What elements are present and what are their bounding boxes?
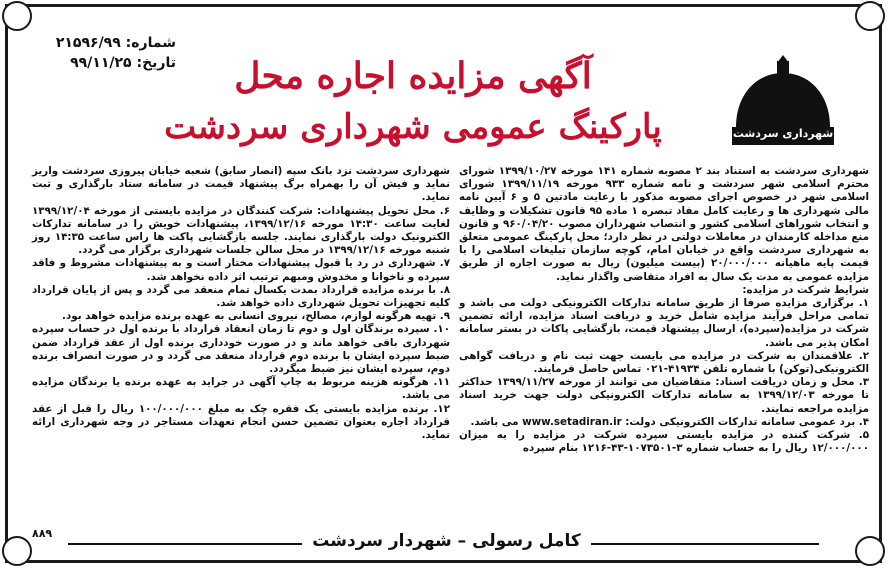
condition-item: ۷. شهرداری در رد یا قبول پیشنهادات مختار است و به پیشنهادات مشروط و فاقد سپرده و ناخوانا و مخدوش ومبهم ترتیب اثر داده نخواهد شد.: [32, 257, 450, 283]
notice-frame: [5, 4, 882, 563]
notice-number: شماره: ۲۱۵۹۶/۹۹: [55, 35, 176, 51]
condition-item: ۲. علاقمندان به شرکت در مزایده می بایست جهت ثبت نام و دریافت گواهی الکترونیکی(توکن) با شماره تلفن ۴۱۹۳۴-۰۲۱ تماس حاصل فرمایند.: [459, 349, 869, 376]
condition-item: ۴. برد عمومی سامانه تدارکات الکترونیکی دولت: www.setadiran.ir می باشد.: [470, 415, 869, 428]
condition-item: ۱. برگزاری مزایده صرفا از طریق سامانه تدارکات الکترونیکی دولت می باشد و تمامی مراحل فرآیند مزایده شامل خرید و دریافت اسناد مزایده، ارائه تضمین شرکت در مزایده(سپرده)، ارسال پیشنهاد قیمت، بازگشایی پاکات در بستر سامانه امکان پذیر می باشد.: [459, 297, 869, 349]
condition-item: ۵. شرکت کننده در مزایده بایستی سپرده شرکت در مزایده را به میزان ۱۲/۰۰۰/۰۰۰ ریال را به حساب شماره ۳-۱۰۷۳۵۰۱-۴۳-۱۲۱۶ بنام سپرده: [459, 429, 869, 455]
condition-item: ۱۰. سپرده برندگان اول و دوم تا زمان انعقاد قرارداد با برنده اول در حساب سپرده شهرداری باقی خواهد ماند و در صورت خودداری برنده اول از عقد قرارداد ضمن ضبط سپرده ایشان با برنده دوم قرارداد منعقد می گردد و در صورت انصراف برنده دوم، سپرده ایشان نیز ضبط میگردد.: [32, 323, 450, 376]
notice-title-line-1: آگهی مزایده اجاره محل: [234, 55, 592, 97]
logo-caption: شهرداری سردشت: [732, 127, 834, 140]
notice-paragraph: شهرداری سردشت به استناد بند ۲ مصوبه شماره ۱۴۱ مورخه ۱۳۹۹/۱۰/۲۷ شورای محترم اسلامی شهر سردشت و نامه شماره ۹۳۳ مورخه ۱۳۹۹/۱۱/۱۹ شورای اسلامی شهر در خصوص اجرای مصوبه مذکور با رعایت مادتین ۵ و ۶ آیین نامه مالی شهرداری ها و رعایت کامل مفاد تبصره ۱ ماده ۹۵ قانون تشکیلات و وظایف و انتخاب شوراهای اسلامی کشور و انتصاب شهرداران مصوب ۹۶۰/۰۴/۲۰ و قانون منع مداخله کارمندان در معاملات دولتی در نظر دارد؛ محل پارکینگ عمومی متعلق به شهرداری سردشت واقع در خیابان امام، کوچه سازمان تبلیغات اسلامی را با قیمت پایه ماهیانه ۲۰/۰۰۰/۰۰۰ (بیست میلیون) ریال به صورت اجاره از طریق مزایده عمومی به مدت یک سال به افراد متقاضی واگذار نماید.: [459, 165, 870, 283]
condition-item: ۸. با برنده مزایده قرارداد بمدت یکسال تمام منعقد می گردد و پس از پایان قرارداد کلیه تجهیزات تحویل شهرداری داده خواهد شد.: [32, 283, 450, 310]
conditions-heading: شرایط شرکت در مزایده:: [742, 283, 869, 296]
condition-item: ۳. محل و زمان دریافت اسناد: متقاضیان می توانند از مورخه ۱۳۹۹/۱۱/۲۷ حداکثر تا مورخه ۱۳۹۹/۱۲/۰۳ به سامانه تدارکات الکترونیکی دولت جهت خرید اسناد مزایده مراجعه نمایند.: [459, 376, 869, 415]
notice-right-column: [459, 165, 869, 455]
signature-text: کامل رسولی – شهردار سردشت: [302, 531, 590, 551]
notice-date: تاریخ: ۹۹/۱۱/۲۵: [70, 55, 176, 71]
page-number: ۸۸۹: [32, 527, 53, 540]
condition-item: ۶. محل تحویل پیشنهادات: شرکت کنندگان در مزایده بایستی از مورخه ۱۳۹۹/۱۲/۰۴ لغایت ساعت ۱۴:۳۰ مورخه ۱۳۹۹/۱۲/۱۶، پیشنهادات خویش را در سامانه تدارکات الکترونیک دولت بارگذاری نمایند. جلسه بازگشایی پاکت ها راس ساعت ۱۴:۳۵ روز شنبه مورخه ۱۳۹۹/۱۲/۱۶ در محل سالن جلسات شهرداری برگزار می گردد.: [32, 204, 450, 257]
condition-item: ۹. تهیه هرگونه لوازم، مصالح، نیروی انسانی به عهده برنده مزایده خواهد بود.: [62, 310, 450, 323]
notice-signature: [8, 531, 885, 551]
condition-item: شهرداری سردشت نزد بانک سپه (انصار سابق) شعبه خیابان پیروزی سردشت واریز نماید و فیش آن را بهمراه برگ پیشنهاد قیمت در سامانه ستاد بارگذاری و ثبت نماید.: [32, 165, 450, 204]
frame-corner-ornament: [855, 1, 885, 31]
notice-left-column: [32, 165, 450, 442]
condition-item: ۱۲. برنده مزایده بایستی یک فقره چک به مبلغ ۱۰۰/۰۰۰/۰۰۰ ریال را قبل از عقد قرارداد اجاره بعنوان تضمین حسن انجام تعهدات مستاجر در وجه شهرداری ارائه نماید.: [32, 402, 450, 442]
notice-title-line-2: پارکینگ عمومی شهرداری سردشت: [164, 107, 662, 147]
frame-corner-ornament: [2, 1, 32, 31]
condition-item: ۱۱. هرگونه هزینه مربوط به چاپ آگهی در جراید به عهده برنده یا برندگان مزایده می باشد.: [32, 376, 450, 402]
